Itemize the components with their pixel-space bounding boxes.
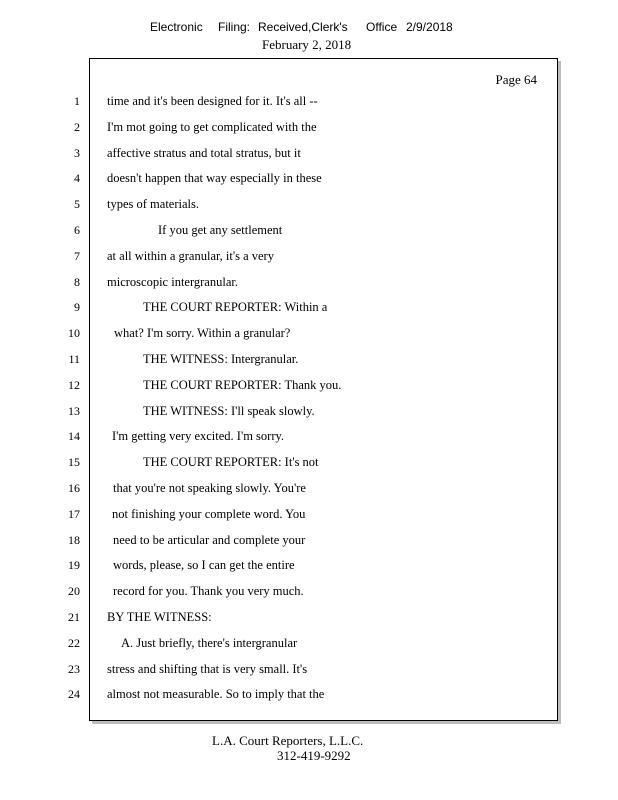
- line-number: 23: [68, 661, 80, 676]
- line-number: 12: [68, 377, 80, 392]
- line-text: I'm getting very excited. I'm sorry.: [112, 429, 285, 444]
- line-text: doesn't happen that way especially in these: [107, 171, 322, 186]
- line-number: 17: [68, 506, 80, 521]
- header-received: Received,Clerk's: [258, 20, 348, 34]
- line-text: almost not measurable. So to imply that the: [107, 687, 325, 702]
- line-number: 13: [68, 403, 80, 418]
- line-number: 19: [68, 558, 80, 573]
- line-text: what? I'm sorry. Within a granular?: [114, 326, 291, 341]
- line-number: 7: [74, 248, 80, 263]
- line-text: THE WITNESS: Intergranular.: [143, 352, 299, 366]
- line-number: 10: [68, 326, 80, 341]
- footer-phone: 312-419-9292: [277, 748, 351, 763]
- line-text: A. Just briefly, there's intergranular: [121, 635, 298, 650]
- line-number: 11: [68, 352, 80, 366]
- line-text: THE COURT REPORTER: It's not: [143, 455, 319, 470]
- line-text: words, please, so I can get the entire: [113, 558, 295, 573]
- line-number: 22: [68, 635, 80, 650]
- line-text: BY THE WITNESS:: [107, 610, 212, 624]
- line-number: 6: [74, 223, 80, 237]
- line-text: not finishing your complete word. You: [112, 506, 306, 521]
- line-text: I'm mot going to get complicated with the: [107, 119, 317, 134]
- line-text: If you get any settlement: [158, 223, 283, 237]
- line-number: 15: [68, 455, 80, 470]
- line-number: 18: [68, 532, 80, 547]
- transcript-date: February 2, 2018: [262, 37, 352, 52]
- line-number: 16: [68, 481, 80, 495]
- line-text: microscopic intergranular.: [107, 274, 238, 289]
- line-number: 9: [74, 300, 80, 315]
- header-filing: Filing:: [218, 20, 251, 34]
- line-text: that you're not speaking slowly. You're: [113, 481, 306, 495]
- line-number: 20: [68, 584, 80, 599]
- line-text: at all within a granular, it's a very: [107, 248, 274, 263]
- line-text: record for you. Thank you very much.: [113, 584, 304, 599]
- line-text: need to be articular and complete your: [113, 532, 306, 547]
- line-text: time and it's been designed for it. It's all --: [107, 94, 318, 108]
- header-office: Office: [366, 20, 398, 34]
- line-text: types of materials.: [107, 197, 199, 212]
- line-number: 8: [74, 274, 80, 289]
- line-text: THE COURT REPORTER: Thank you.: [143, 377, 342, 392]
- line-number: 1: [74, 94, 80, 108]
- line-number: 2: [74, 119, 80, 134]
- footer-company: L.A. Court Reporters, L.L.C.: [212, 733, 364, 748]
- line-number: 3: [74, 145, 80, 160]
- line-text: THE WITNESS: I'll speak slowly.: [143, 403, 315, 418]
- line-number: 5: [74, 197, 80, 212]
- line-number: 4: [74, 171, 80, 186]
- line-text: affective stratus and total stratus, but it: [107, 145, 301, 160]
- line-text: stress and shifting that is very small. It's: [107, 661, 308, 676]
- header-electronic: Electronic: [150, 20, 203, 34]
- line-text: THE COURT REPORTER: Within a: [143, 300, 328, 315]
- header-filed-date: 2/9/2018: [406, 20, 453, 34]
- line-number: 21: [68, 610, 80, 624]
- page-number: Page 64: [495, 72, 537, 87]
- line-number: 14: [68, 429, 80, 444]
- line-number: 24: [68, 687, 80, 702]
